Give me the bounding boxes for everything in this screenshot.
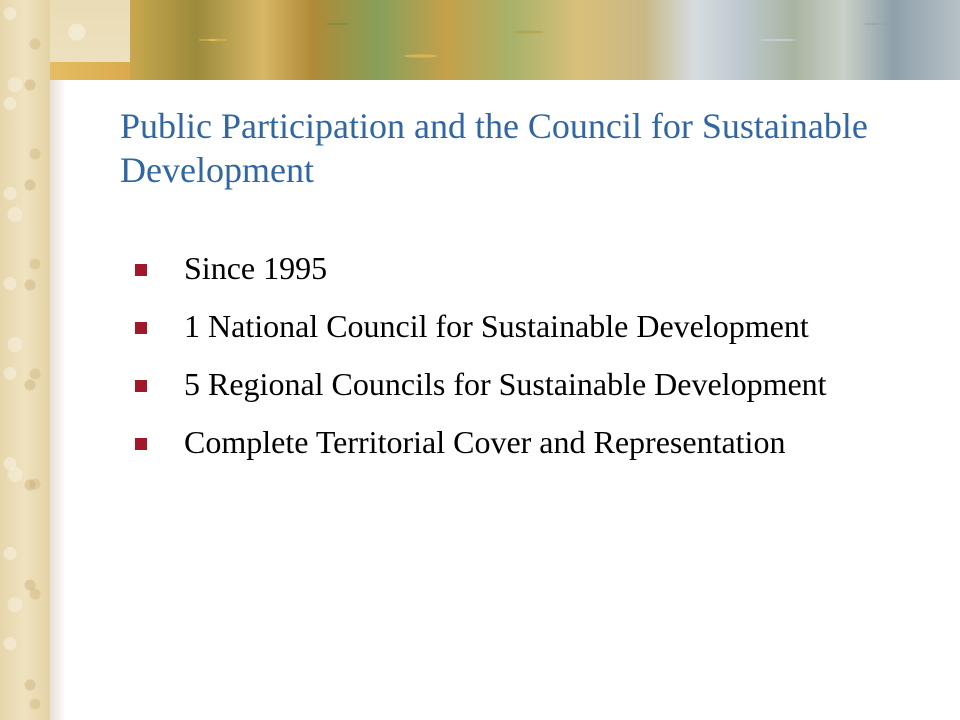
square-bullet-icon [135,380,147,392]
left-decorative-strip [0,0,50,720]
square-bullet-icon [135,322,147,334]
bullet-text: Since 1995 [184,250,328,286]
bullet-text: 5 Regional Councils for Sustainable Development [184,366,827,402]
square-bullet-icon [135,264,147,276]
slide-title: Public Participation and the Council for Sustainable Development [120,106,868,190]
square-bullet-icon [135,438,147,450]
bullet-text: 1 National Council for Sustainable Development [184,308,809,344]
bullet-list [135,250,895,482]
bullet-item [135,250,895,287]
bullet-item [135,424,895,461]
header-leaf-collage-image [130,0,960,80]
bullet-text: Complete Territorial Cover and Representation [184,424,786,460]
bullet-item [135,366,895,403]
bullet-item [135,308,895,345]
left-strip-shadow [50,80,66,720]
